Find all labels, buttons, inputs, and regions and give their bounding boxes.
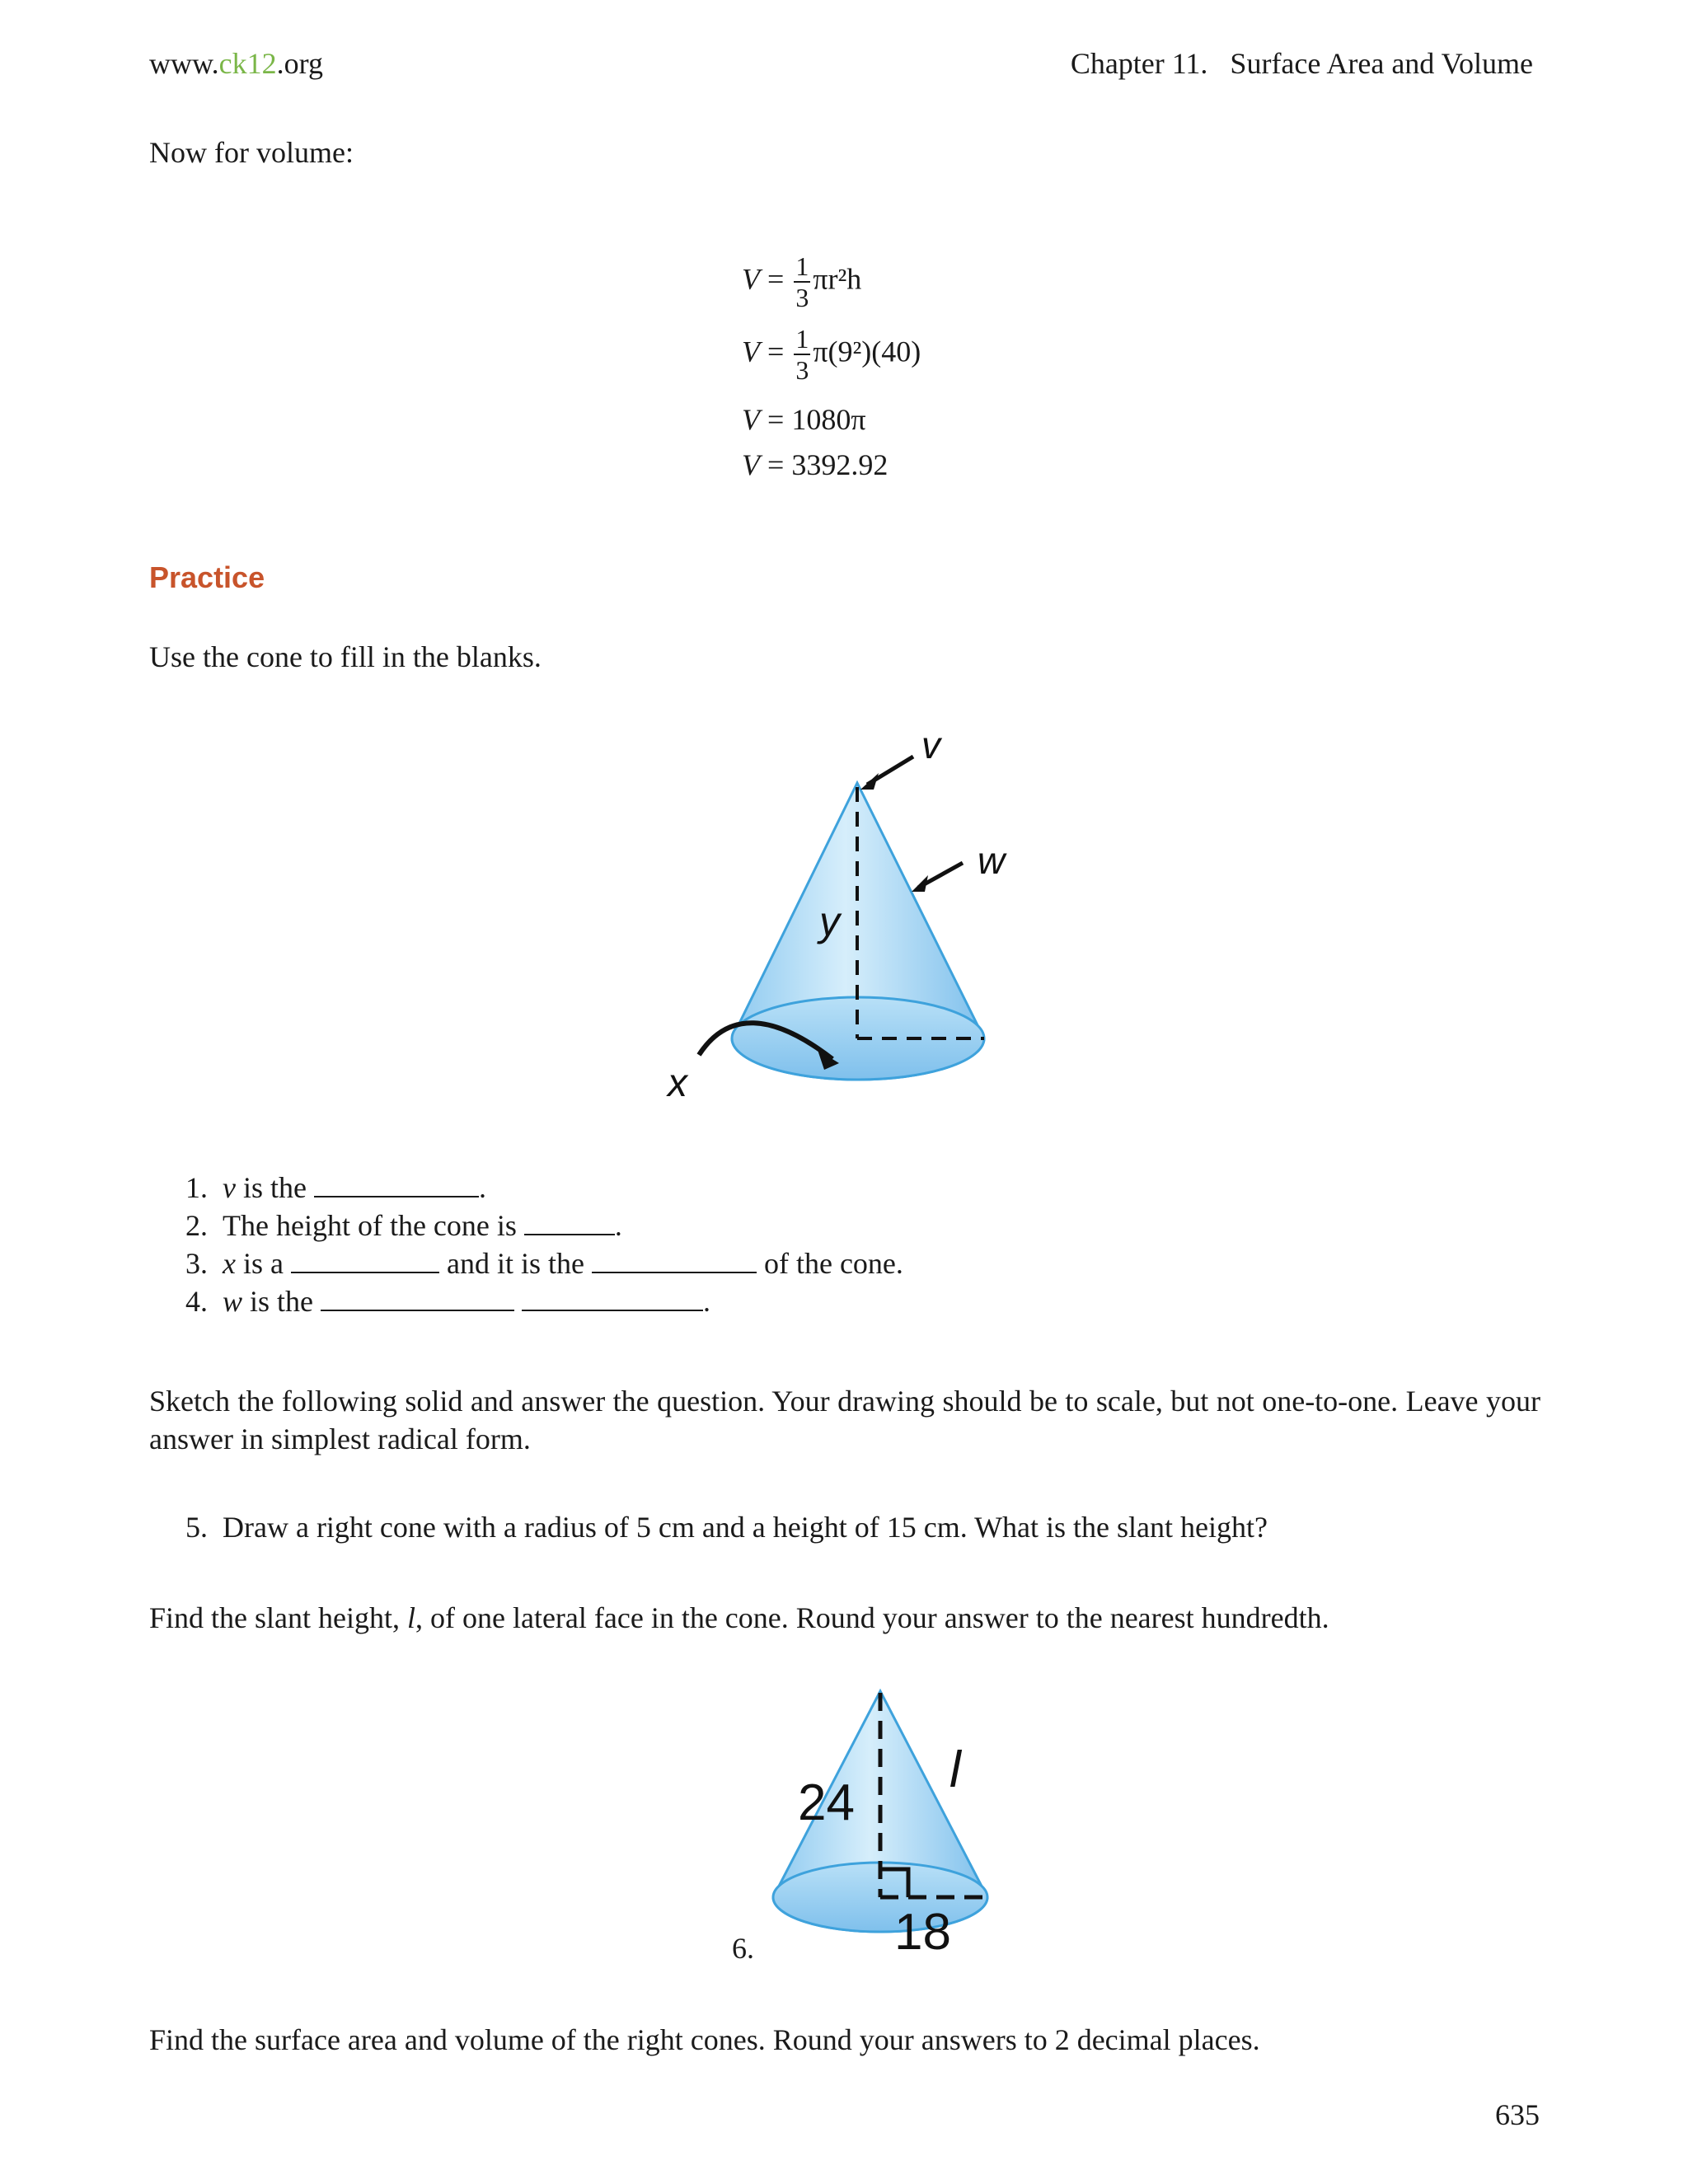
instruction-fill-blanks: Use the cone to fill in the blanks. <box>149 640 542 673</box>
answer-blank[interactable] <box>291 1247 439 1273</box>
question-4: 4. w is the . <box>185 1285 711 1318</box>
label-slant: l <box>950 1741 961 1798</box>
question-1: 1. v is the . <box>185 1171 486 1204</box>
question-3: 3. x is a and it is the of the cone. <box>185 1247 903 1280</box>
instruction-surface-area: Find the surface area and volume of the right cones. Round your answers to 2 decimal places. <box>149 2023 1260 2056</box>
label-y: y <box>819 898 840 944</box>
site-brand: ck12 <box>218 47 277 80</box>
page-number: 635 <box>1495 2098 1540 2131</box>
answer-blank[interactable] <box>522 1285 703 1311</box>
intro-text: Now for volume: <box>149 136 354 169</box>
practice-heading: Practice <box>149 560 265 594</box>
chapter-title: Chapter 11. Surface Area and Volume <box>1070 47 1533 80</box>
equation-2: V = $\frac{1}{3}$ π(9²)(40) <box>742 324 921 385</box>
cone-figure-labeled <box>651 717 1047 1113</box>
question-6-number: 6. <box>732 1932 754 1965</box>
label-height: 24 <box>798 1774 855 1831</box>
label-x: x <box>668 1062 687 1105</box>
question-5: 5. Draw a right cone with a radius of 5 cm and a height of 15 cm. What is the slant height? <box>185 1511 1268 1544</box>
answer-blank[interactable] <box>524 1209 615 1235</box>
equation-1: V = $\frac{1}{3}$ πr²h <box>742 251 862 312</box>
question-2: 2. The height of the cone is . <box>185 1209 622 1242</box>
answer-blank[interactable] <box>592 1247 757 1273</box>
answer-blank[interactable] <box>321 1285 514 1311</box>
instruction-sketch: Sketch the following solid and answer the question. Your drawing should be to scale, but not one-to-one. Leave your answer in simplest radical form. <box>149 1385 1540 1455</box>
cone-figure-dimensions <box>758 1681 1006 1970</box>
equation-4: V = 3392.92 <box>742 448 889 481</box>
label-radius: 18 <box>894 1904 951 1961</box>
equation-3: V = 1080π <box>742 403 866 436</box>
label-v: v <box>921 724 940 766</box>
site-url[interactable]: www.ck12.org <box>149 47 323 80</box>
answer-blank[interactable] <box>314 1171 479 1197</box>
label-w: w <box>978 839 1006 882</box>
instruction-slant-height: Find the slant height, l, of one lateral face in the cone. Round your answer to the nearest hundredth. <box>149 1601 1329 1634</box>
